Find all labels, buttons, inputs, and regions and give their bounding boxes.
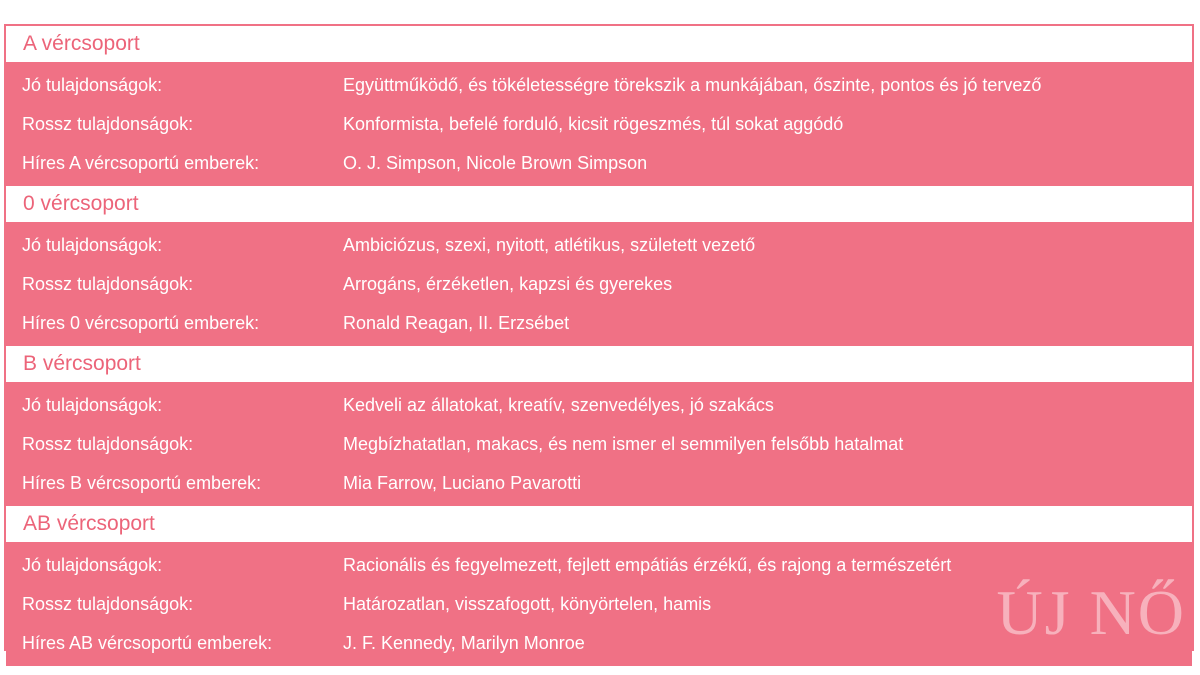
table-row [6, 226, 1192, 265]
row-label: Rossz tulajdonságok: [22, 434, 194, 454]
section-a [6, 26, 1192, 186]
row-value: O. J. Simpson, Nicole Brown Simpson [343, 153, 648, 173]
row-value: Konformista, befelé forduló, kicsit rögeszmés, túl sokat aggódó [343, 114, 844, 134]
section-body [6, 222, 1192, 346]
row-value: Ronald Reagan, II. Erzsébet [343, 313, 570, 333]
row-label: Rossz tulajdonságok: [22, 114, 194, 134]
table-row [6, 265, 1192, 304]
row-value: Ambiciózus, szexi, nyitott, atlétikus, született vezető [343, 235, 756, 255]
brand-watermark: ÚJ NŐ [996, 577, 1186, 648]
table-row [6, 66, 1192, 105]
row-label: Jó tulajdonságok: [22, 235, 163, 255]
table-row [6, 425, 1192, 464]
table-row [6, 105, 1192, 144]
section-title: A vércsoport [6, 26, 1192, 62]
row-value: Mia Farrow, Luciano Pavarotti [343, 473, 582, 493]
section-title: 0 vércsoport [6, 186, 1192, 222]
row-value: J. F. Kennedy, Marilyn Monroe [343, 633, 585, 653]
blood-type-table [4, 24, 1194, 651]
row-label: Jó tulajdonságok: [22, 75, 163, 95]
table-row [6, 386, 1192, 425]
row-label: Híres A vércsoportú emberek: [22, 153, 260, 173]
row-label: Jó tulajdonságok: [22, 395, 163, 415]
row-label: Híres 0 vércsoportú emberek: [22, 313, 260, 333]
row-value: Kedveli az állatokat, kreatív, szenvedélyes, jó szakács [343, 395, 774, 415]
section-0 [6, 186, 1192, 346]
row-value: Határozatlan, visszafogott, könyörtelen, hamis [343, 594, 712, 614]
section-b [6, 346, 1192, 506]
section-body [6, 382, 1192, 506]
table-row [6, 144, 1192, 183]
section-body [6, 62, 1192, 186]
row-value: Arrogáns, érzéketlen, kapzsi és gyerekes [343, 274, 673, 294]
table-row [6, 304, 1192, 343]
row-label: Híres B vércsoportú emberek: [22, 473, 262, 493]
row-label: Jó tulajdonságok: [22, 555, 163, 575]
row-label: Rossz tulajdonságok: [22, 274, 194, 294]
row-value: Megbízhatatlan, makacs, és nem ismer el semmilyen felsőbb hatalmat [343, 434, 904, 454]
row-value: Racionális és fegyelmezett, fejlett empátiás érzékű, és rajong a természetért [343, 555, 952, 575]
section-title: AB vércsoport [6, 506, 1192, 542]
row-value: Együttműködő, és tökéletességre törekszik a munkájában, őszinte, pontos és jó tervező [343, 75, 1042, 95]
row-label: Híres AB vércsoportú emberek: [22, 633, 273, 653]
table-row [6, 464, 1192, 503]
row-label: Rossz tulajdonságok: [22, 594, 194, 614]
section-title: B vércsoport [6, 346, 1192, 382]
